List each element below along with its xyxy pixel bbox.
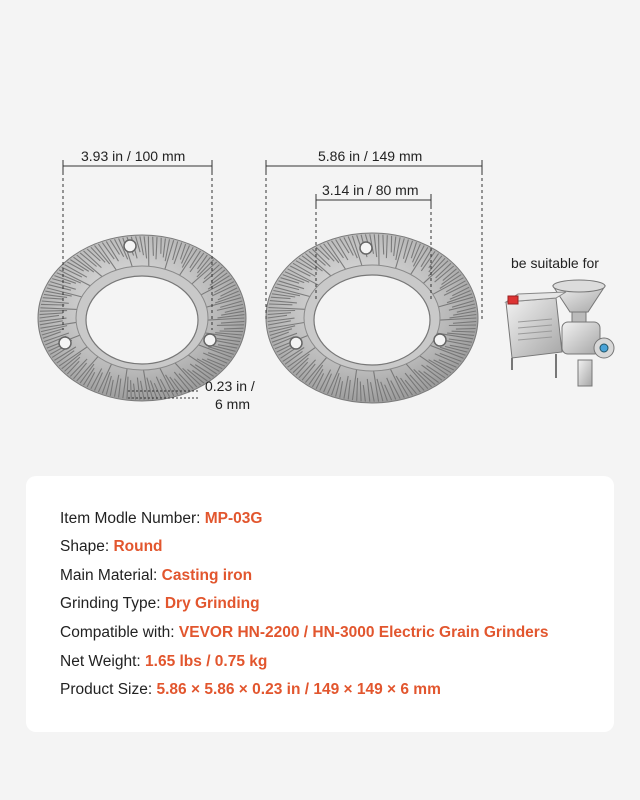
spec-row-product-size [60, 681, 441, 699]
spec-value: 5.86 × 5.86 × 0.23 in / 149 × 149 × 6 mm [156, 681, 441, 698]
spec-value: VEVOR HN-2200 / HN-3000 Electric Grain Grinders [178, 624, 549, 641]
spec-row-model [60, 510, 262, 528]
specifications-card [26, 476, 614, 732]
left-diameter-label: 3.93 in / 100 mm [81, 148, 186, 164]
spec-row-compatible [60, 624, 548, 642]
spec-label: Shape: [60, 538, 114, 555]
spec-row-material [60, 567, 252, 585]
spec-label: Item Modle Number: [60, 510, 205, 527]
spec-row-shape [60, 538, 163, 556]
grain-grinder-machine-image [506, 280, 614, 386]
right-outer-diameter-label: 5.86 in / 149 mm [318, 148, 423, 164]
suitable-for-caption: be suitable for [511, 255, 599, 271]
spec-value: MP-03G [204, 510, 263, 527]
spec-label: Product Size: [60, 681, 157, 698]
spec-label: Main Material: [60, 567, 162, 584]
spec-row-net-weight [60, 653, 267, 671]
right-inner-diameter-label: 3.14 in / 80 mm [322, 182, 419, 198]
spec-value: Casting iron [161, 567, 253, 584]
spec-value: 1.65 lbs / 0.75 kg [145, 653, 268, 670]
spec-value: Dry Grinding [164, 595, 260, 612]
spec-label: Grinding Type: [60, 595, 165, 612]
thickness-label-line1: 0.23 in / [205, 378, 255, 394]
spec-value: Round [113, 538, 163, 555]
spec-label: Compatible with: [60, 624, 179, 641]
grinding-disc-left [38, 235, 246, 401]
spec-label: Net Weight: [60, 653, 146, 670]
grinding-disc-right [266, 233, 478, 403]
spec-row-grinding-type [60, 595, 260, 613]
thickness-label-line2: 6 mm [215, 396, 250, 412]
